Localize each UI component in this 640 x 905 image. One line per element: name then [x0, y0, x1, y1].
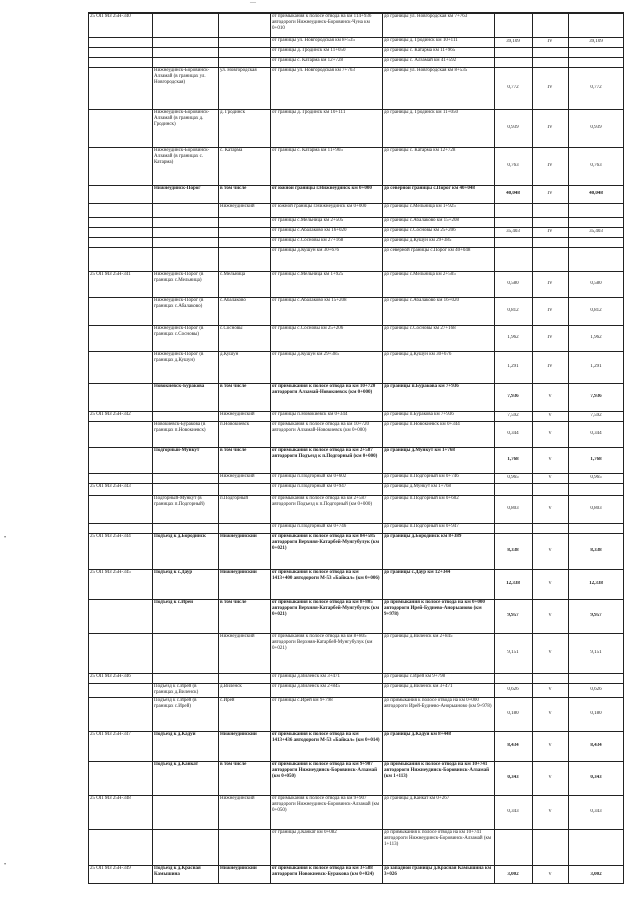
length-cell: 1,291	[507, 363, 519, 369]
category-cell: V	[548, 412, 552, 418]
segment-start-cell: от примыкания к полосе отвода на км 10+720 автодороги Алзамай-Новокиевск (км 0+000)	[272, 422, 369, 434]
segment-end-cell: до границы д.Канкат км 0+267	[384, 796, 450, 801]
segment-start-cell: от границы ул. Новгородская км 7+763	[272, 68, 355, 73]
segment-end-cell: до примыкания к полосе отвода на км 0+000 автодороги Ирей-Буднево-Анорыаново (км 9+978)	[384, 600, 485, 618]
column-divider	[218, 13, 219, 884]
length-cell: 12,338	[506, 580, 520, 586]
road-register-table	[88, 12, 624, 884]
side-mark: •	[4, 862, 7, 868]
length-total-cell: 8,338	[590, 547, 602, 553]
road-name-cell: Нижнеудинск-Боровинск-Алзамай (в границах ул. Новгородская)	[154, 68, 210, 86]
road-name-cell: Нижнеудинск-Порог (в границах с.Сосновы)	[154, 326, 204, 338]
category-cell: V	[548, 612, 552, 618]
length-cell: 40,048	[506, 190, 520, 196]
segment-end-cell: до границы п.Новокиевск км 0+344	[384, 422, 460, 427]
segment-start-cell: от примыкания к полосе отвода на км 2+587 автодороги Подъезд к п.Подгорный (км 0+000)	[272, 496, 373, 508]
district-cell: Нижнеудинский	[220, 796, 255, 801]
category-cell: V	[548, 474, 552, 480]
table-border-right	[623, 13, 624, 884]
district-cell: д. Гродинск	[220, 110, 246, 115]
length-total-cell: 1,962	[590, 334, 602, 340]
segment-start-cell: от примыкания к полосе отвода на км 1413+400 автодороги М-53 «Байкал» (км 0+006)	[272, 570, 380, 582]
category-cell: IV	[547, 190, 553, 196]
district-cell: д.Виленск	[220, 684, 242, 689]
column-divider	[382, 13, 383, 884]
segment-start-cell: от границы д.Кушун км 29+385	[272, 352, 339, 357]
segment-end-cell: до примыкания к полосе отвода на км 0+000 автодороги Ирей-Буднево-Анорыаново (км 9+978)	[384, 698, 492, 710]
segment-start-cell: от границы с. Катарма км 12+728	[272, 58, 344, 63]
segment-end-cell: до границы п.Подгорный км 0+602	[384, 496, 459, 501]
segment-end-cell: до границы д.Кушун км 30+676	[384, 352, 452, 357]
length-cell: 39,109	[506, 38, 520, 44]
length-total-cell: 0,343	[590, 808, 602, 814]
length-cell: 0,803	[507, 505, 519, 511]
length-cell: 7,936	[507, 393, 519, 399]
length-cell: 3,002	[507, 871, 519, 877]
length-cell: 0,939	[507, 124, 519, 130]
segment-end-cell: до границы п.Буракова км 7+936	[384, 384, 459, 389]
segment-start-cell: от границы п.Новокиевск км 0+344	[272, 412, 348, 417]
segment-start-cell: от границы с.Абалаково км 16+020	[272, 228, 347, 233]
road-code-cell: 25 ОП МЗ 25Н-342	[90, 412, 131, 417]
district-cell: Нижнеудинский	[220, 732, 257, 737]
segment-start-cell: от границы д.Виленск км 2+845	[272, 684, 341, 689]
segment-start-cell: от примыкания к полосе отвода на км 8+805 автодороги Верхняя-Катарбей-Мунгубулук (км 0+021)	[272, 600, 380, 618]
road-name-cell: Подъезд к с.Ирей (в границах с.Ирей)	[154, 698, 197, 710]
segment-start-cell: от границы п.Подгорный км 0+947	[272, 484, 347, 489]
length-cell: 0,626	[507, 686, 519, 692]
district-cell: Нижнеудинский	[220, 866, 257, 871]
road-name-cell: Подгорный-Мункут (в границах п.Подгорный)	[154, 496, 205, 508]
segment-end-cell: до границы с.Абалаково км 15+208	[384, 218, 459, 223]
district-cell: в том числе	[220, 762, 247, 767]
length-cell: 0,180	[507, 710, 519, 716]
length-total-cell: 9,151	[590, 649, 602, 655]
segment-start-cell: от границы с. Катарма км 11+965	[272, 148, 343, 153]
category-cell: IV	[547, 162, 553, 168]
category-cell: V	[548, 742, 552, 748]
district-cell: Нижнеудинский	[220, 204, 255, 209]
length-cell: 0,812	[507, 307, 519, 313]
length-total-cell: 3,002	[590, 871, 602, 877]
road-code-cell: 25 ОП МЗ 25Н-347	[90, 732, 131, 737]
table-border-left	[88, 13, 89, 884]
length-total-cell: 0,343	[590, 774, 602, 780]
segment-end-cell: до границы д.Кадуй км 8+448	[384, 732, 452, 737]
category-cell: IV	[547, 363, 553, 369]
segment-start-cell: от границы д.Кушун км 30+676	[272, 248, 339, 253]
category-cell: V	[548, 686, 552, 692]
length-cell: 0,344	[507, 430, 519, 436]
length-cell: 0,343	[507, 808, 519, 814]
length-total-cell: 7,936	[590, 393, 602, 399]
road-code-cell: 25 ОП МЗ 25Н-346	[90, 674, 131, 679]
category-cell: V	[548, 456, 552, 462]
category-cell: V	[548, 547, 552, 553]
segment-start-cell: от южной границы г.Нижнеудинск км 0+000	[272, 186, 372, 191]
length-total-cell: 9,957	[590, 612, 602, 618]
length-cell: 0,772	[507, 84, 519, 90]
segment-end-cell: до границы с.Абалаково км 16+020	[384, 298, 459, 303]
segment-end-cell: до северной границы с.Порог км 40+048	[384, 248, 471, 253]
road-code-cell: 25 ОП МЗ 25Н-341	[90, 272, 131, 277]
segment-end-cell: до границы д.Бородинск км 8+389	[384, 534, 462, 539]
category-cell: V	[548, 871, 552, 877]
segment-end-cell: до границы д.Мункут км 1+768	[384, 448, 455, 453]
table-bottom-border	[88, 883, 624, 884]
length-cell: 7,592	[507, 412, 519, 418]
segment-start-cell: от примыкания к полосе отвода на км 10+720 автодороги Алзамай-Новокиевск (км 0+000)	[272, 384, 376, 396]
column-divider	[152, 13, 153, 884]
segment-end-cell: до границы д.Виленск км 2+845	[384, 634, 453, 639]
length-cell: 0,580	[507, 280, 519, 286]
district-cell: Нижнеудинский	[220, 474, 255, 479]
segment-end-cell: до границы с. Катарма км 11+965	[384, 48, 456, 53]
district-cell: с.Абалаково	[220, 298, 246, 303]
category-cell: V	[548, 430, 552, 436]
segment-end-cell: до границы д. Гродинск км 10+111	[384, 38, 458, 43]
road-name-cell: Новокиевск-Буракова	[154, 384, 205, 389]
segment-end-cell: до границы с.Сосновы км 25+206	[384, 228, 456, 233]
road-name-cell: Нижнеудинск-Боровинск-Алзамай (в границах с. Катарма)	[154, 148, 210, 166]
segment-start-cell: от примыкания к полосе отвода на км 8+805 автодороги Верхняя-Катарбей-Мунгубулук (км 0+021)	[272, 634, 373, 652]
category-cell: V	[548, 649, 552, 655]
segment-start-cell: от границы с.Сосновы км 27+168	[272, 238, 344, 243]
length-cell: 1,768	[507, 456, 519, 462]
road-name-cell: Нижнеудинск-Порог (в границах с.Мельница)	[154, 272, 204, 284]
segment-end-cell: до западной границы д.Красная Камышина км 3+026	[384, 866, 492, 878]
district-cell: д.Кушун	[220, 352, 239, 357]
length-cell: 0,763	[507, 162, 519, 168]
segment-start-cell: от границы ул. Новгородская км 8+535	[272, 38, 355, 43]
length-total-cell: 40,048	[589, 190, 603, 196]
length-total-cell: 0,626	[590, 686, 602, 692]
length-cell: 1,962	[507, 334, 519, 340]
segment-start-cell: от южной границы г.Нижнеудинск км 0+000	[272, 204, 367, 209]
category-cell: IV	[547, 307, 553, 313]
column-divider	[532, 13, 533, 884]
column-divider	[568, 13, 569, 884]
segment-start-cell: от примыкания к полосе отвода на км 84+585 автодороги Верхняя-Катарбей-Мунгубулук (км 0+021)	[272, 534, 380, 552]
segment-end-cell: до границы с.Сосновы км 27+168	[384, 326, 456, 331]
segment-end-cell: до границы с.Мельница км 1+925	[384, 204, 456, 209]
category-cell: IV	[547, 228, 553, 234]
category-cell: V	[548, 808, 552, 814]
segment-end-cell: до примыкания к полосе отвода на км 10+741 автодороги Нижнеудинск-Боровинск-Алзамай (км 1+113)	[384, 830, 492, 848]
length-total-cell: 0,763	[590, 162, 602, 168]
length-total-cell: 0,803	[590, 505, 602, 511]
segment-end-cell: до примыкания к полосе отвода на км 10+741 автодороги Нижнеудинск-Боровинск-Алзамай (км 1+113)	[384, 762, 490, 780]
road-name-cell: Подъезд к д.Кадуй	[154, 732, 196, 737]
category-cell: IV	[547, 84, 553, 90]
road-name-cell: Подъезд к д.Красная Камышина	[154, 866, 201, 878]
district-cell: ул. Новгородская	[220, 68, 257, 73]
segment-end-cell: до границы с.Мельница км 2+505	[384, 272, 456, 277]
length-total-cell: 0,965	[590, 474, 602, 480]
road-code-cell: 25 ОП МЗ 25Н-348	[90, 796, 131, 801]
category-cell: IV	[547, 38, 553, 44]
top-mark: —	[250, 0, 256, 6]
road-name-cell: Новокиевск-Буракова (в границах п.Новокиевск)	[154, 422, 206, 434]
length-cell: 8,338	[507, 547, 519, 553]
length-total-cell: 8,434	[590, 742, 602, 748]
district-cell: в том числе	[220, 600, 247, 605]
segment-start-cell: от примыкания к полосе отвода на км 9+907 автодороги Нижнеудинск-Боровинск-Алзамай (км 0+050)	[272, 796, 380, 814]
length-cell: 0,343	[507, 774, 519, 780]
length-total-cell: 12,338	[589, 580, 603, 586]
road-code-cell: 25 ОП МЗ 25Н-343	[90, 484, 131, 489]
length-total-cell: 0,939	[590, 124, 602, 130]
district-cell: в том числе	[220, 448, 247, 453]
segment-end-cell: до границы ул. Новгородская км 7+763	[384, 14, 468, 19]
segment-end-cell: до границы д.Кушун км 29+385	[384, 238, 452, 243]
road-name-cell: Подгорный-Мункут	[154, 448, 200, 453]
road-code-cell: 25 ОП МЗ 25Н-340	[90, 14, 131, 19]
road-code-cell: 25 ОП МЗ 25Н-345	[90, 570, 131, 575]
road-name-cell: Нижнеудинск-Порог (в границах д.Кушун)	[154, 352, 204, 364]
segment-start-cell: от границы д.Канкат км 0+082	[272, 830, 337, 835]
segment-start-cell: от примыкания к полосе отвода на км 9+907 автодороги Нижнеудинск-Боровинск-Алзамай (км 0+050)	[272, 762, 378, 780]
segment-start-cell: от примыкания к полосе отвода на км 3+588 автодороги Новокиевск-Буракова (км 0+024)	[272, 866, 374, 878]
category-cell: IV	[547, 334, 553, 340]
segment-start-cell: от примыкания к полосе отвода на км 2+587 автодороги Подъезд к п.Подгорный (км 0+000)	[272, 448, 378, 460]
length-total-cell: 1,768	[590, 456, 602, 462]
road-name-cell: Нижнеудинск-Порог	[154, 186, 201, 191]
length-total-cell: 1,291	[590, 363, 602, 369]
segment-end-cell: до границы п.Подгорный км 0+947	[384, 524, 459, 529]
category-cell: V	[548, 774, 552, 780]
segment-end-cell: до границы п.Подгорный км 0+746	[384, 474, 459, 479]
road-name-cell: Подъезд к с.Даур	[154, 570, 193, 575]
segment-end-cell: до границы д.Виленск км 3+471	[384, 684, 453, 689]
length-total-cell: 7,592	[590, 412, 602, 418]
length-total-cell: 0,812	[590, 307, 602, 313]
district-cell: Нижнеудинский	[220, 570, 257, 575]
road-name-cell: Подъезд к д.Бородинск	[154, 534, 206, 539]
segment-end-cell: до границы д. Гродинск км 11+050	[384, 110, 458, 115]
road-code-cell: 25 ОП МЗ 25Н-349	[90, 866, 131, 871]
district-cell: с.Мельница	[220, 272, 246, 277]
segment-end-cell: до границы ул. Новгородская км 8+535	[384, 68, 468, 73]
road-name-cell: Подъезд к д.Канкат	[154, 762, 199, 767]
road-name-cell: Нижнеудинск-Порог (в границах с.Абалаково)	[154, 298, 204, 310]
district-cell: Нижнеудинский	[220, 534, 257, 539]
segment-start-cell: от границы с.Абалаково км 15+208	[272, 298, 347, 303]
category-cell: V	[548, 580, 552, 586]
road-name-cell: Нижнеудинск-Боровинск-Алзамай (в границах д. Гродинск)	[154, 110, 210, 128]
district-cell: в том числе	[220, 384, 247, 389]
segment-start-cell: от границы д. Гродинск км 11+050	[272, 48, 346, 53]
category-cell: IV	[547, 124, 553, 130]
district-cell: с.Ирей	[220, 698, 235, 703]
length-cell: 9,957	[507, 612, 519, 618]
segment-end-cell: до границы п.Буракова км 7+936	[384, 412, 454, 417]
segment-end-cell: до границы с. Алзамай км 41+592	[384, 58, 457, 63]
segment-start-cell: от границы д.Виленск км 3+471	[272, 674, 341, 679]
segment-end-cell: до границы с. Катарма км 12+728	[384, 148, 456, 153]
length-total-cell: 35,403	[589, 228, 603, 234]
segment-start-cell: от границы с.Ирей км 9+798	[272, 698, 333, 703]
district-cell: п.Новокиевск	[220, 422, 250, 427]
segment-start-cell: от границы п.Подгорный км 0+746	[272, 524, 347, 529]
length-total-cell: 0,772	[590, 84, 602, 90]
category-cell: IV	[547, 280, 553, 286]
category-cell: V	[548, 710, 552, 716]
district-cell: с. Катарма	[220, 148, 243, 153]
segment-end-cell: до границы с.Даур км 12+344	[384, 570, 451, 575]
category-cell: V	[548, 505, 552, 511]
segment-start-cell: от границы д. Гродинск км 10+111	[272, 110, 346, 115]
segment-end-cell: до границы д.Мункут км 1+768	[384, 484, 451, 489]
district-cell: в том числе	[220, 186, 247, 191]
segment-start-cell: от границы с.Сосновы км 25+206	[272, 326, 344, 331]
length-total-cell: 0,344	[590, 430, 602, 436]
district-cell: п.Подгорный	[220, 496, 249, 501]
length-total-cell: 0,180	[590, 710, 602, 716]
district-cell: Нижнеудинский	[220, 634, 255, 639]
segment-start-cell: от границы п.Подгорный км 0+602	[272, 474, 347, 479]
road-name-cell: Подъезд к с.Ирей (в границах д.Виленск)	[154, 684, 199, 696]
road-code-cell: 25 ОП МЗ 25Н-344	[90, 534, 131, 539]
side-mark: •	[4, 535, 7, 541]
category-cell: V	[548, 393, 552, 399]
segment-end-cell: до границы с.Ирей км 9+798	[384, 674, 446, 679]
length-cell: 0,965	[507, 474, 519, 480]
segment-start-cell: от примыкания к полосе отвода на км 114+936 автодороги Нижнеудинск-Боровинск-Чуна км 0+010	[272, 14, 372, 32]
length-total-cell: 39,109	[589, 38, 603, 44]
length-cell: 8,434	[507, 742, 519, 748]
segment-start-cell: от примыкания к полосе отвода на км 1413+436 автодороги М-53 «Байкал» (км 0+014)	[272, 732, 380, 744]
length-total-cell: 0,580	[590, 280, 602, 286]
road-name-cell: Подъезд к с.Ирей	[154, 600, 193, 605]
segment-start-cell: от границы с.Мельница км 1+925	[272, 272, 344, 277]
column-divider	[270, 13, 271, 884]
segment-start-cell: от границы с.Мельница км 2+505	[272, 218, 344, 223]
district-cell: Нижнеудинский	[220, 412, 255, 417]
length-cell: 9,151	[507, 649, 519, 655]
length-cell: 35,403	[506, 228, 520, 234]
segment-end-cell: до северной границы с.Порог км 40+048	[384, 186, 475, 191]
district-cell: с.Сосновы	[220, 326, 243, 331]
column-divider	[494, 13, 495, 884]
